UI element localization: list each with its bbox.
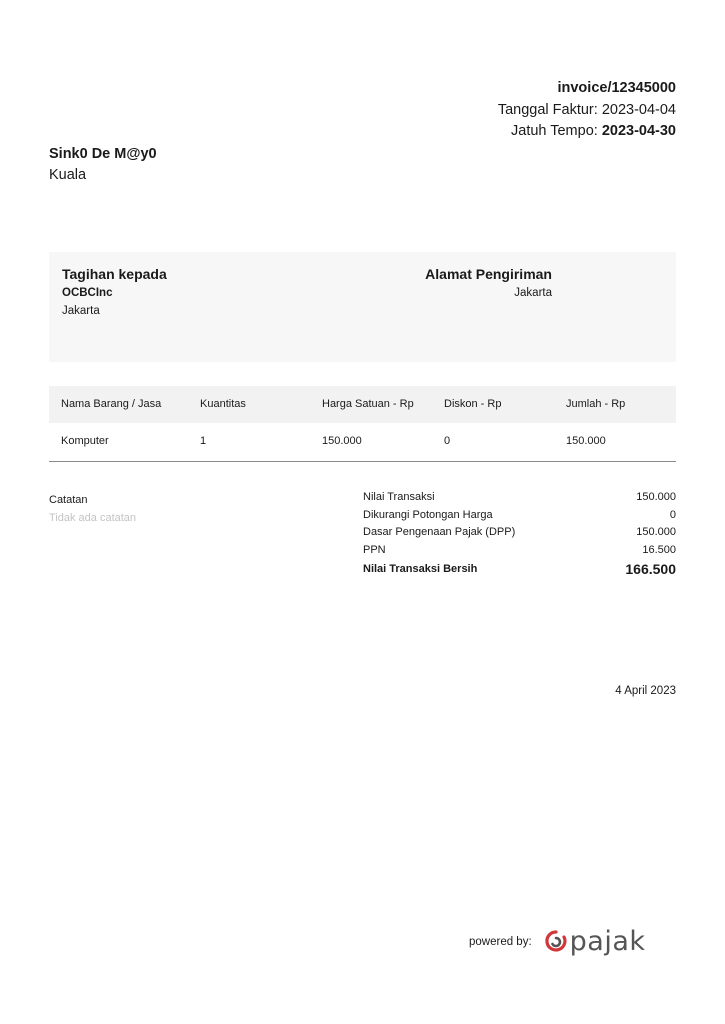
total-label: PPN (363, 543, 386, 556)
total-value: 0 (669, 508, 676, 521)
notes-value: Tidak ada catatan (49, 512, 137, 524)
total-value: 150.000 (636, 526, 676, 538)
bill-to-city: Jakarta (62, 305, 100, 317)
invoice-number: invoice/12345000 (557, 80, 676, 96)
pajak-logo-icon (544, 929, 568, 955)
total-row-discount (363, 507, 676, 525)
due-date-label: Jatuh Tempo: (511, 123, 598, 139)
ship-to-city: Jakarta (514, 287, 552, 299)
row-amount: 150.000 (566, 435, 606, 447)
col-unit-price: Harga Satuan - Rp (322, 398, 414, 410)
totals (363, 489, 676, 579)
address-panel (49, 252, 676, 362)
invoice-date-label: Tanggal Faktur: (497, 101, 598, 118)
row-qty: 1 (200, 435, 207, 447)
due-date: 2023-04-30 (601, 123, 676, 139)
notes (49, 491, 136, 527)
total-label: Nilai Transaksi Bersih (363, 563, 478, 575)
pajak-logo (544, 926, 646, 957)
pajak-logo-text: pajak (569, 926, 646, 957)
col-qty: Kuantitas (200, 398, 246, 410)
total-row-ppn (363, 542, 676, 560)
row-unit-price: 150.000 (322, 435, 362, 447)
invoice-date-line (498, 100, 676, 122)
col-amount: Jumlah - Rp (566, 398, 626, 410)
row-item: Komputer (61, 435, 109, 447)
total-value: 16.500 (642, 543, 676, 556)
total-row-net (363, 561, 676, 579)
col-discount: Diskon - Rp (444, 398, 502, 410)
invoice-date: 2023-04-04 (601, 101, 676, 118)
company-name: Sink0 De M@y0 (49, 146, 157, 162)
due-date-line (498, 121, 676, 143)
total-label: Nilai Transaksi (363, 491, 435, 503)
ship-to-heading: Alamat Pengiriman (425, 266, 552, 282)
powered-by (469, 926, 646, 957)
total-label: Dikurangi Potongan Harga (363, 508, 493, 521)
row-discount: 0 (444, 435, 451, 447)
invoice-meta (498, 78, 676, 143)
total-value: 150.000 (636, 491, 676, 503)
bill-to (62, 266, 167, 317)
bill-to-org: OCBCInc (62, 287, 113, 299)
ship-to (425, 266, 552, 299)
items-table (49, 386, 676, 462)
total-row-dpp (363, 524, 676, 542)
total-row-transaction (363, 489, 676, 507)
powered-by-label: powered by: (469, 935, 532, 948)
bill-to-heading: Tagihan kepada (62, 266, 167, 282)
company-city: Kuala (49, 167, 87, 183)
total-value: 166.500 (625, 561, 676, 577)
table-row (49, 423, 676, 462)
notes-label: Catatan (49, 494, 88, 506)
total-label: Dasar Pengenaan Pajak (DPP) (363, 526, 516, 538)
company-info (49, 144, 157, 186)
col-item: Nama Barang / Jasa (61, 398, 162, 410)
footer-date: 4 April 2023 (615, 685, 676, 697)
table-header (49, 386, 676, 423)
